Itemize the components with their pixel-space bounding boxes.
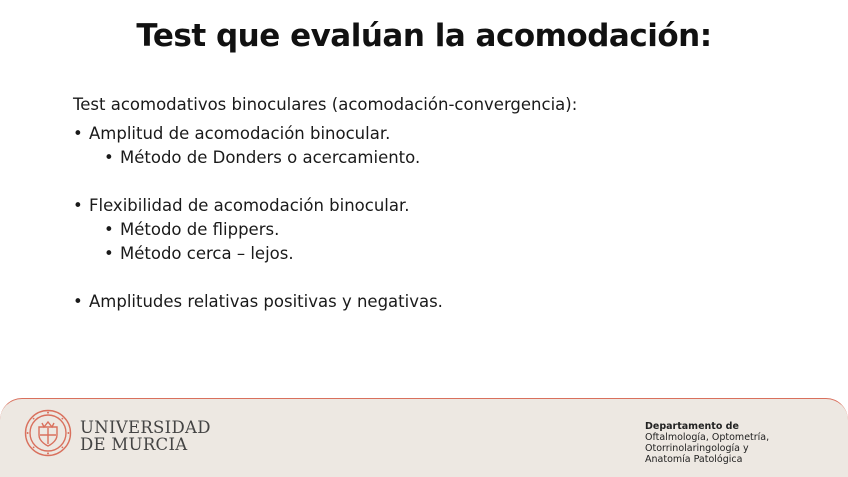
department-line: Otorrinolaringología y — [645, 443, 749, 454]
department-line: Anatomía Patológica — [645, 454, 743, 465]
bullet-icon: • — [104, 148, 114, 167]
sub-bullet-text: Método de flippers. — [120, 220, 280, 239]
department-line: Oftalmología, Optometría, — [645, 432, 770, 443]
sub-bullet-text: Método cerca – lejos. — [120, 244, 294, 263]
intro-text: Test acomodativos binoculares (acomodación-convergencia): — [73, 95, 578, 114]
bullet-icon: • — [73, 124, 83, 143]
bullet-icon: • — [104, 220, 114, 239]
sub-bullet-text: Método de Donders o acercamiento. — [120, 148, 421, 167]
bullet-item-text: Amplitudes relativas positivas y negativas. — [89, 292, 443, 311]
slide-content — [73, 93, 773, 314]
bullet-icon: • — [73, 292, 83, 311]
department-heading: Departamento de — [645, 421, 739, 432]
bullet-item-text: Amplitud de acomodación binocular. — [89, 124, 391, 143]
university-name-line: UNIVERSIDAD — [80, 418, 211, 437]
sub-bullet-item — [73, 218, 773, 242]
bullet-icon: • — [73, 196, 83, 215]
bullet-group — [73, 194, 773, 266]
sub-bullet-item — [73, 242, 773, 266]
university-name — [80, 419, 211, 453]
bullet-icon: • — [104, 244, 114, 263]
bullet-group — [73, 290, 773, 314]
sub-bullet-item — [73, 146, 773, 170]
university-name-line: DE MURCIA — [80, 435, 188, 454]
bullet-item — [73, 194, 773, 218]
department-name — [645, 421, 769, 465]
bullet-item — [73, 290, 773, 314]
university-seal-icon — [24, 409, 72, 457]
slide-title: Test que evalúan la acomodación: — [136, 18, 712, 54]
bullet-item — [73, 122, 773, 146]
bullet-item-text: Flexibilidad de acomodación binocular. — [89, 196, 410, 215]
footer-band — [0, 398, 848, 477]
bullet-group — [73, 122, 773, 170]
